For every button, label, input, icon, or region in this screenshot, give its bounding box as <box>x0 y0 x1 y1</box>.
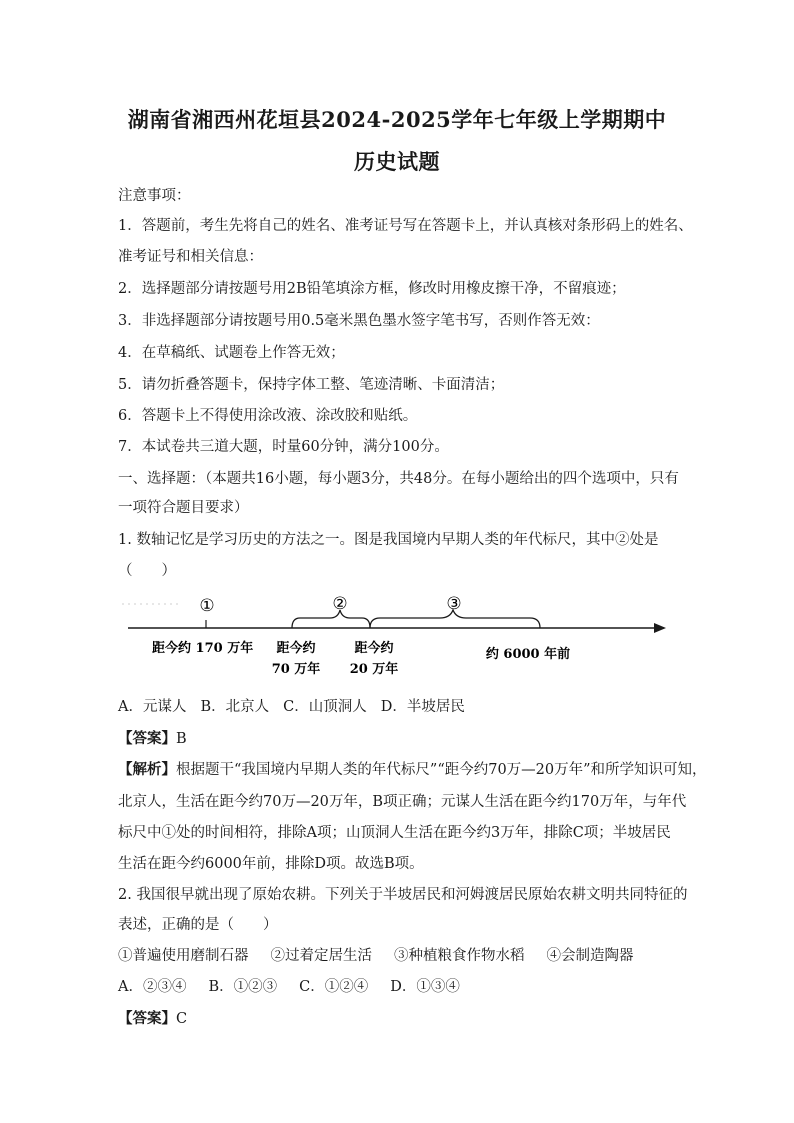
question-1-options <box>118 697 678 717</box>
analysis-text: 北京人，生活在距今约70万—20万年，B项正确；元谋人生活在距今约170万年，与年代 <box>118 794 687 810</box>
option-b: B．北京人 <box>200 699 270 715</box>
notice-item: 3．非选择题部分请按题号用0.5毫米黑色墨水签字笔书写，否则作答无效： <box>118 313 600 329</box>
timeline-label-70-b: 70 万年 <box>271 662 321 677</box>
timeline-label-170: 距今约 170 万年 <box>152 641 254 656</box>
section-heading: 一、选择题：（本题共16小题，每小题3分，共48分。在每小题给出的四个选项中，只有 <box>118 471 679 487</box>
timeline-label-20-b: 20 万年 <box>349 662 399 677</box>
answer-value: C <box>176 1011 188 1027</box>
option-a: A．②③④ <box>118 979 187 995</box>
option-d: D．①③④ <box>390 979 460 995</box>
option-b: B．①②③ <box>208 979 278 995</box>
notice-item: 1．答题前，考生先将自己的姓名、准考证号写在答题卡上，并认真核对条形码上的姓名、 <box>118 218 693 234</box>
notice-item: 4．在草稿纸、试题卷上作答无效； <box>118 345 345 361</box>
analysis-text: 根据题干“我国境内早期人类的年代标尺”“距今约70万—20万年”和所学知识可知， <box>176 762 707 778</box>
notice-item: 6．答题卡上不得使用涂改液、涂改胶和贴纸。 <box>118 408 418 424</box>
notice-heading: 注意事项： <box>118 188 191 204</box>
question-2-stem: 2. 我国很早就出现了原始农耕。下列关于半坡居民和河姆渡居民原始农耕文明共同特征的 <box>118 887 688 903</box>
question-1-answer <box>118 729 678 749</box>
section-heading-cont: 一项符合题目要求） <box>118 500 249 516</box>
question-2-answer <box>118 1009 678 1029</box>
analysis-text: 标尺中①处的时间相符，排除A项；山顶洞人生活在距今约3万年，排除C项；半坡居民 <box>118 825 671 841</box>
notice-item: 7．本试卷共三道大题，时量60分钟，满分100分。 <box>118 439 449 455</box>
timeline-marker-3: ③ <box>446 594 462 614</box>
option-d: D．半坡居民 <box>380 699 465 715</box>
option-a: A．元谋人 <box>118 699 187 715</box>
analysis-text: 生活在距今约6000年前，排除D项。故选B项。 <box>118 856 424 872</box>
timeline-marker-2: ② <box>332 594 348 614</box>
notice-item: 准考证号和相关信息： <box>118 249 263 265</box>
statement-2: ②过着定居生活 <box>270 948 372 964</box>
question-2-options <box>118 977 678 997</box>
option-c: C．山顶洞人 <box>283 699 367 715</box>
question-2-statements <box>118 946 678 966</box>
notice-item: 2．选择题部分请按题号用2B铅笔填涂方框，修改时用橡皮擦干净，不留痕迹； <box>118 281 626 297</box>
timeline-brace-2 <box>292 610 370 628</box>
question-1-stem: 1. 数轴记忆是学习历史的方法之一。图是我国境内早期人类的年代标尺，其中②处是 <box>118 532 659 548</box>
timeline-label-6000: 约 6000 年前 <box>485 647 571 662</box>
question-1-stem-cont: （ ） <box>118 563 176 579</box>
exam-title: 湖南省湘西州花垣县2024-2025学年七年级上学期期中 <box>127 107 667 132</box>
statement-4: ④会制造陶器 <box>546 948 634 964</box>
notice-item: 5．请勿折叠答题卡，保持字体工整、笔迹清晰、卡面清洁； <box>118 377 505 393</box>
timeline-label-70-a: 距今约 <box>276 641 316 656</box>
question-1-analysis <box>118 760 707 780</box>
exam-subtitle: 历史试题 <box>354 149 440 174</box>
analysis-tag: 【解析】 <box>118 761 176 778</box>
timeline-figure <box>118 590 678 686</box>
question-2-stem-cont: 表述，正确的是（ ） <box>118 917 278 933</box>
timeline-arrow <box>654 623 666 633</box>
answer-value: B <box>176 731 187 747</box>
statement-3: ③种植粮食作物水稻 <box>394 948 525 964</box>
timeline-marker-1: ① <box>199 596 215 616</box>
timeline-label-20-a: 距今约 <box>354 641 394 656</box>
answer-tag: 【答案】 <box>118 730 176 747</box>
option-c: C．①②④ <box>299 979 369 995</box>
answer-tag: 【答案】 <box>118 1010 176 1027</box>
statement-1: ①普遍使用磨制石器 <box>118 948 249 964</box>
